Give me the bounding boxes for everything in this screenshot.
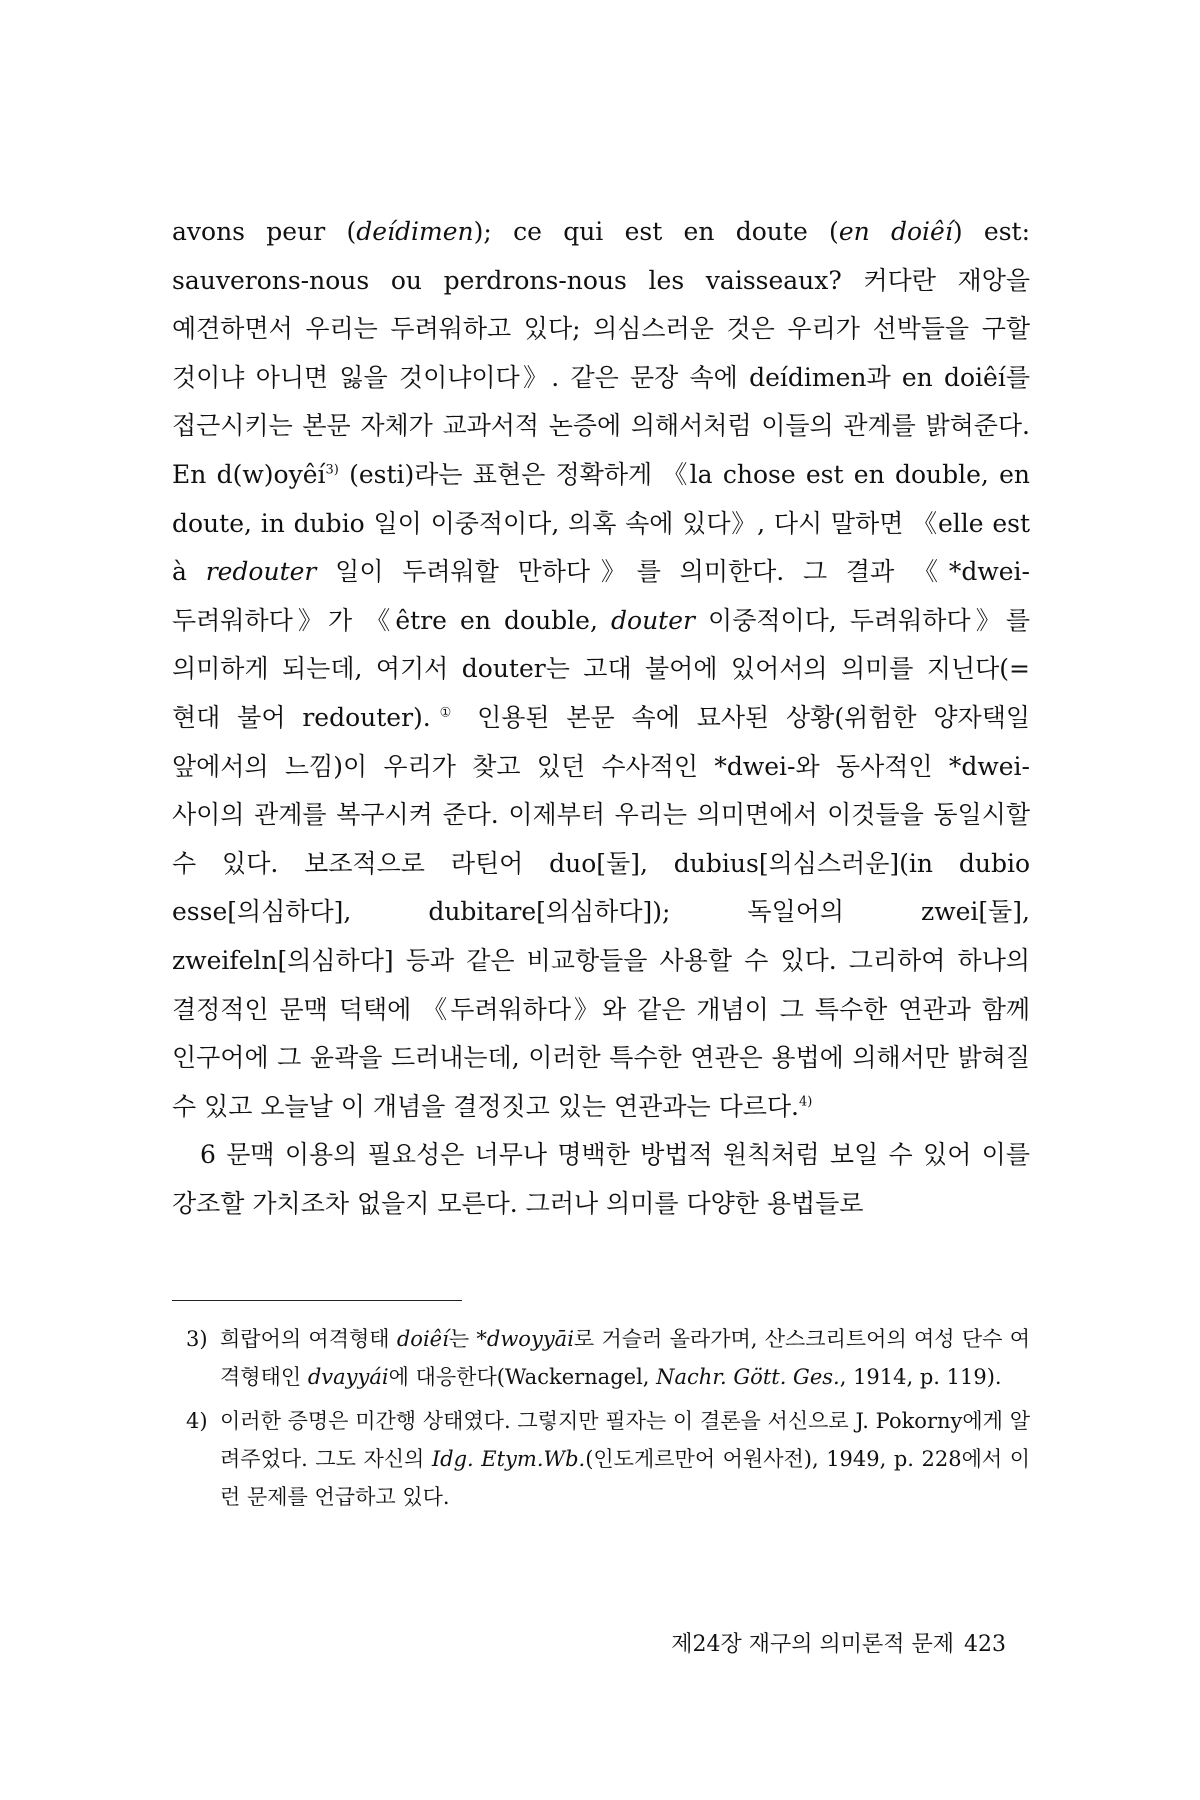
text-run: (esti)라는 표현은 정확하게 《la chose est en double, en doute, in dubio 일이 이중적이다, 의혹 속에 있다》, 다시 말하면 《elle est à [172, 459, 1030, 587]
running-footer [580, 1627, 1006, 1658]
footnote-4 [172, 1402, 1030, 1516]
footnote-number: 4) [186, 1409, 208, 1433]
footnote-divider [172, 1300, 462, 1301]
editor-note-ref: ① [430, 705, 461, 721]
paragraph-6: 6 문맥 이용의 필요성은 너무나 명백한 방법적 원칙처럼 보일 수 있어 이를 강조할 가치조차 없을지 모른다. 그러나 의미를 다양한 용법들로 [172, 1140, 1030, 1218]
chapter-title: 제24장 재구의 의미론적 문제 [671, 1632, 954, 1657]
reconstructed-form: *dwoyyāi [476, 1327, 574, 1351]
text-run: 일이 두려워할 만하다》를 의미한다. 그 결과 《*dwei- 두려워하다》가 《être en double, [172, 557, 1030, 635]
text-run: ) est: sauverons-nous ou perdrons-nous les vaisseaux? 커다란 재앙을 예견하면서 우리는 두려워하고 있다; 의심스러운 것은 우리가 선박들을 구할 것이냐 아니면 잃을 것이냐이다》. 같은 문장 속에 deídimen과 en doiêí를 접근시키는 본문 자체가 교과서적 논증에 의해서처럼 이들의 관계를 밝혀준다. En d(w)oyêí [172, 217, 1031, 489]
sanskrit-term: dvayyái [307, 1365, 389, 1389]
text-run: 이러한 증명은 미간행 상태였다. 그렇지만 필자는 이 결론을 서신으로 J. Pokorny에게 알려주었다. 그도 자신의 [220, 1409, 1030, 1471]
greek-term: en doiêí [838, 217, 953, 246]
footnote-number: 3) [186, 1327, 208, 1351]
greek-term: deídimen [356, 217, 474, 246]
footnotes [172, 1320, 1030, 1522]
greek-term: doiêí [396, 1327, 449, 1351]
footnote-ref-4: 4) [798, 1094, 813, 1110]
text-run: 로 거슬러 올라가며, 산스크리트어의 여성 단수 여격형태인 [220, 1327, 1031, 1389]
body-text [172, 208, 1030, 1228]
footnote-ref-3: 3) [325, 462, 339, 478]
text-run: , 1914, p. 119). [839, 1365, 1002, 1389]
page-number: 423 [964, 1632, 1006, 1657]
french-term: douter [611, 605, 695, 635]
text-run: 는 [448, 1327, 477, 1351]
journal-title: Nachr. Gött. Ges. [656, 1365, 840, 1389]
french-term: redouter [205, 557, 317, 587]
paragraph-5-continued [172, 208, 1030, 1131]
footnote-3 [172, 1320, 1030, 1396]
text-run: 에 대응한다(Wackernagel, [388, 1365, 657, 1389]
text-run: 희랍어의 여격형태 [220, 1327, 397, 1351]
text-run: avons peur ( [172, 217, 357, 246]
text-run: (인도게르만어 어원사전), 1949, p. 228에서 이런 문제를 언급하고 있다. [220, 1447, 1030, 1509]
text-run: ); ce qui est en doute ( [473, 217, 839, 246]
book-title: Idg. Etym.Wb. [431, 1447, 586, 1471]
text-run: 이중적이다, 두려워하다》를 의미하게 되는데, 여기서 douter는 고대 불어에 있어서의 의미를 지닌다(=현대 불어 redouter). [172, 605, 1030, 732]
text-run: 인용된 본문 속에 묘사된 상황(위험한 양자택일 앞에서의 느낌)이 우리가 찾고 있던 수사적인 *dwei-와 동사적인 *dwei- 사이의 관계를 복구시켜 준다. 이제부터 우리는 의미면에서 이것들을 동일시할 수 있다. 보조적으로 라틴어 duo[둘], dubius[의심스러운](in dubio esse[의심하다], dubitare[의심하다]); 독일어의 zwei[둘], zweifeln[의심하다] 등과 같은 비교항들을 사용할 수 있다. 그리하여 하나의 결정적인 문맥 덕택에 《두려워하다》와 같은 개념이 그 특수한 연관과 함께 인구어에 그 윤곽을 드러내는데, 이러한 특수한 연관은 용법에 의해서만 밝혀질 수 있고 오늘날 이 개념을 결정짓고 있는 연관과는 다르다. [172, 702, 1030, 1121]
